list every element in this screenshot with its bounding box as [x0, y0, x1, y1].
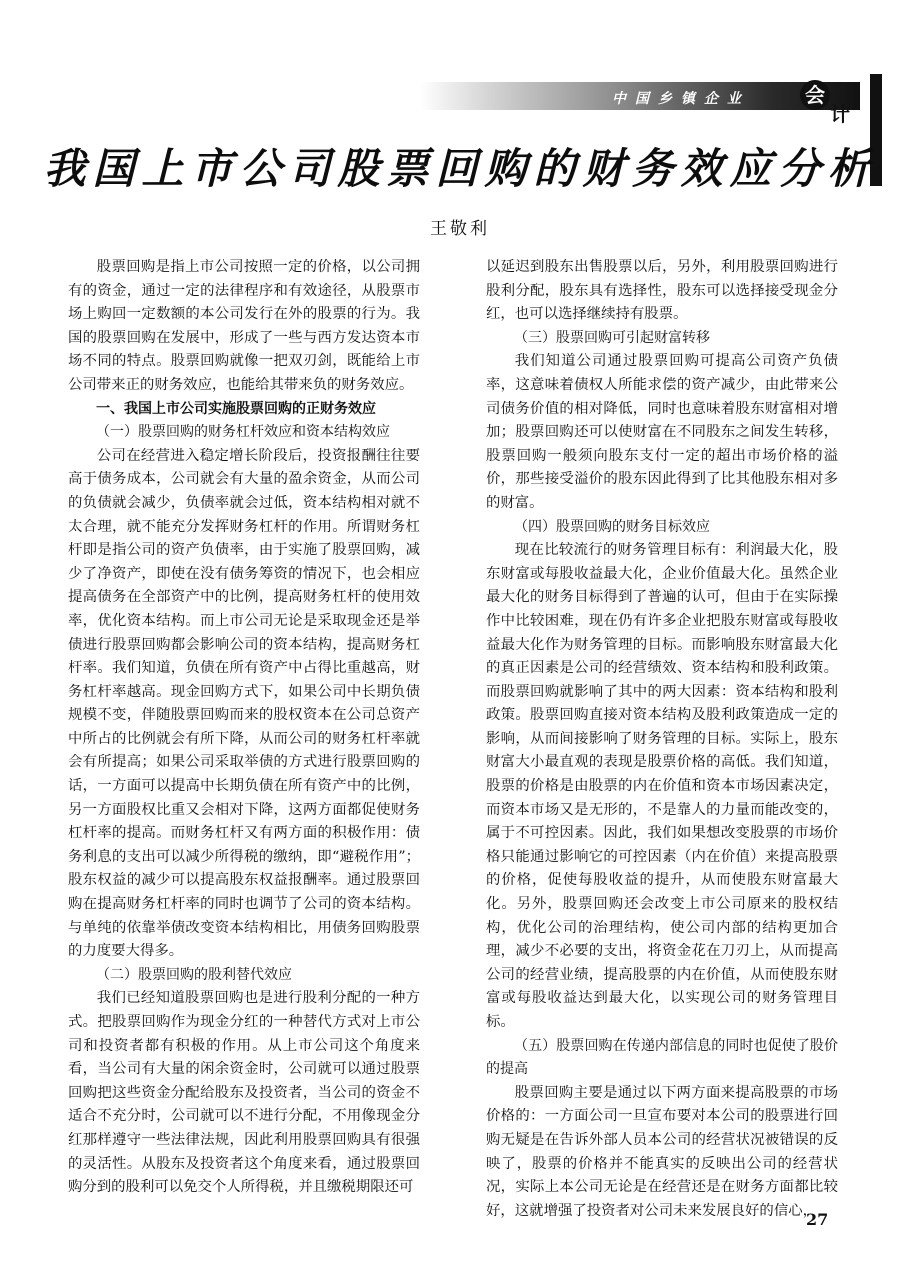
- badge-char-1: 会: [800, 80, 830, 110]
- paragraph: 股票回购主要是通过以下两方面来提高股票的市场价格的：一方面公司一旦宣布要对本公司的股票进行回购无疑是在告诉外部人员本公司的经营状况被错误的反映了，股票的价格并不能真实的反映出公司的经营状况，实际上本公司无论是在经营还是在财务方面都比较好，这就增强了投资者对公司未来发展良好的信心，: [486, 1084, 838, 1219]
- subsection-heading: （三）股票回购可引起财富转移: [514, 329, 710, 346]
- badge-char-2: 计: [830, 102, 850, 126]
- left-column: [68, 256, 420, 1200]
- article-author: 王敬利: [430, 219, 490, 239]
- paragraph: 公司在经营进入稳定增长阶段后，投资报酬往往要高于债务成本，公司就会有大量的盈余资金，从而公司的负债就会减少，负债率就会过低，资本结构相对就不太合理，就不能充分发挥财务杠杆的作用。所谓财务杠杆即是指公司的资产负债率，由于实施了股票回购，减少了净资产，即使在没有债务筹资的情况下，也会相应提高债务在全部资产中的比例，提高财务杠杆的使用效率，优化资本结构。而上市公司无论是采取现金还是举债进行股票回购都会影响公司的资本结构，提高财务杠杆率。我们知道，负债在所有资产中占得比重越高，财务杠杆率越高。现金回购方式下，如果公司中长期负债规模不变，伴随股票回购而来的股权资本在公司总资产中所占的比例就会有所下降，从而公司的财务杠杆率就会有所提高；如果公司采取举债的方式进行股票回购的话，一方面可以提高中长期负债在所有资产中的比例，另一方面股权比重又会相对下降，这两方面都促使财务杠杆率的提高。而财务杠杆又有两方面的积极作用：债务利息的支出可以减少所得税的缴纳，即“避税作用”；股东权益的减少可以提高股东权益报酬率。通过股票回购在提高财务杠杆率的同时也调节了公司的资本结构。与单纯的依靠举债改变资本结构相比，用债务回购股票的力度要大得多。: [68, 447, 420, 960]
- paragraph-continued: 以延迟到股东出售股票以后，另外，利用股票回购进行股利分配，股东具有选择性，股东可以选择接受现金分红，也可以选择继续持有股票。: [486, 259, 838, 323]
- subsection-heading: （五）股票回购在传递内部信息的同时也促使了股价的提高: [486, 1037, 838, 1078]
- right-column: [486, 256, 838, 1223]
- paragraph: 我们知道公司通过股票回购可提高公司资产负债率，这意味着债权人所能求偿的资产减少，由此带来公司债务价值的相对降低，同时也意味着股东财富相对增加；股票回购还可以使财富在不同股东之间发生转移，股票回购一般须向股东支付一定的超出市场价格的溢价，那些接受溢价的股东因此得到了比其他股东相对多的财富。: [486, 353, 838, 511]
- paragraph: 股票回购是指上市公司按照一定的价格，以公司拥有的资金，通过一定的法律程序和有效途径，从股票市场上购回一定数额的本公司发行在外的股票的行为。我国的股票回购在发展中，形成了一些与西方发达资本市场不同的特点。股票回购就像一把双刃剑，既能给上市公司带来正的财务效应，也能给其带来负的财务效应。: [68, 259, 420, 393]
- article-title: 我国上市公司股票回购的财务效应分析: [43, 144, 877, 193]
- paragraph: 现在比较流行的财务管理目标有：利润最大化，股东财富或每股收益最大化，企业价值最大化。虽然企业最大化的财务目标得到了普遍的认可，但由于在实际操作中比较困难，现在仍有许多企业把股东财富或每股收益最大化作为财务管理的目标。而影响股东财富最大化的真正因素是公司的经营绩效、资本结构和股利政策。而股票回购就影响了其中的两大因素：资本结构和股利政策。股票回购直接对资本结构及股利政策造成一定的影响，从而间接影响了财务管理的目标。实际上，股东财富大小最直观的表现是股票价格的高低。我们知道，股票的价格是由股票的内在价值和资本市场因素决定，而资本市场又是无形的，不是靠人的力量而能改变的，属于不可控因素。因此，我们如果想改变股票的市场价格只能通过影响它的可控因素（内在价值）来提高股票的价格，促使每股收益的提升，从而使股东财富最大化。另外，股票回购还会改变上市公司原来的股权结构，优化公司的治理结构，使公司内部的结构更加合理，减少不必要的支出，将资金花在刀刃上，从而提高公司的经营业绩，提高股票的内在价值，从而使股东财富或每股收益达到最大化，以实现公司的财务管理目标。: [486, 542, 838, 1030]
- paragraph: 我们已经知道股票回购也是进行股利分配的一种方式。把股票回购作为现金分红的一种替代方式对上市公司和投资者都有积极的作用。从上市公司这个角度来看，当公司有大量的闲余资金时，公司就可以通过股票回购把这些资金分配给股东及投资者，当公司的资金不适合不充分时，公司就可以不进行分配，不用像现金分红那样遵守一些法律法规，因此利用股票回购具有很强的灵活性。从股东及投资者这个角度来看，通过股票回购分到的股利可以免交个人所得税，并且缴税期限还可: [68, 990, 420, 1196]
- subsection-heading: （一）股票回购的财务杠杆效应和资本结构效应: [96, 424, 390, 441]
- column-title: 中国乡镇企业: [612, 91, 750, 107]
- subsection-heading: （二）股票回购的股利替代效应: [96, 966, 292, 983]
- section-heading: 一、我国上市公司实施股票回购的正财务效应: [96, 400, 376, 417]
- page-number: 27: [806, 1210, 829, 1229]
- subsection-heading: （四）股票回购的财务目标效应: [514, 518, 710, 535]
